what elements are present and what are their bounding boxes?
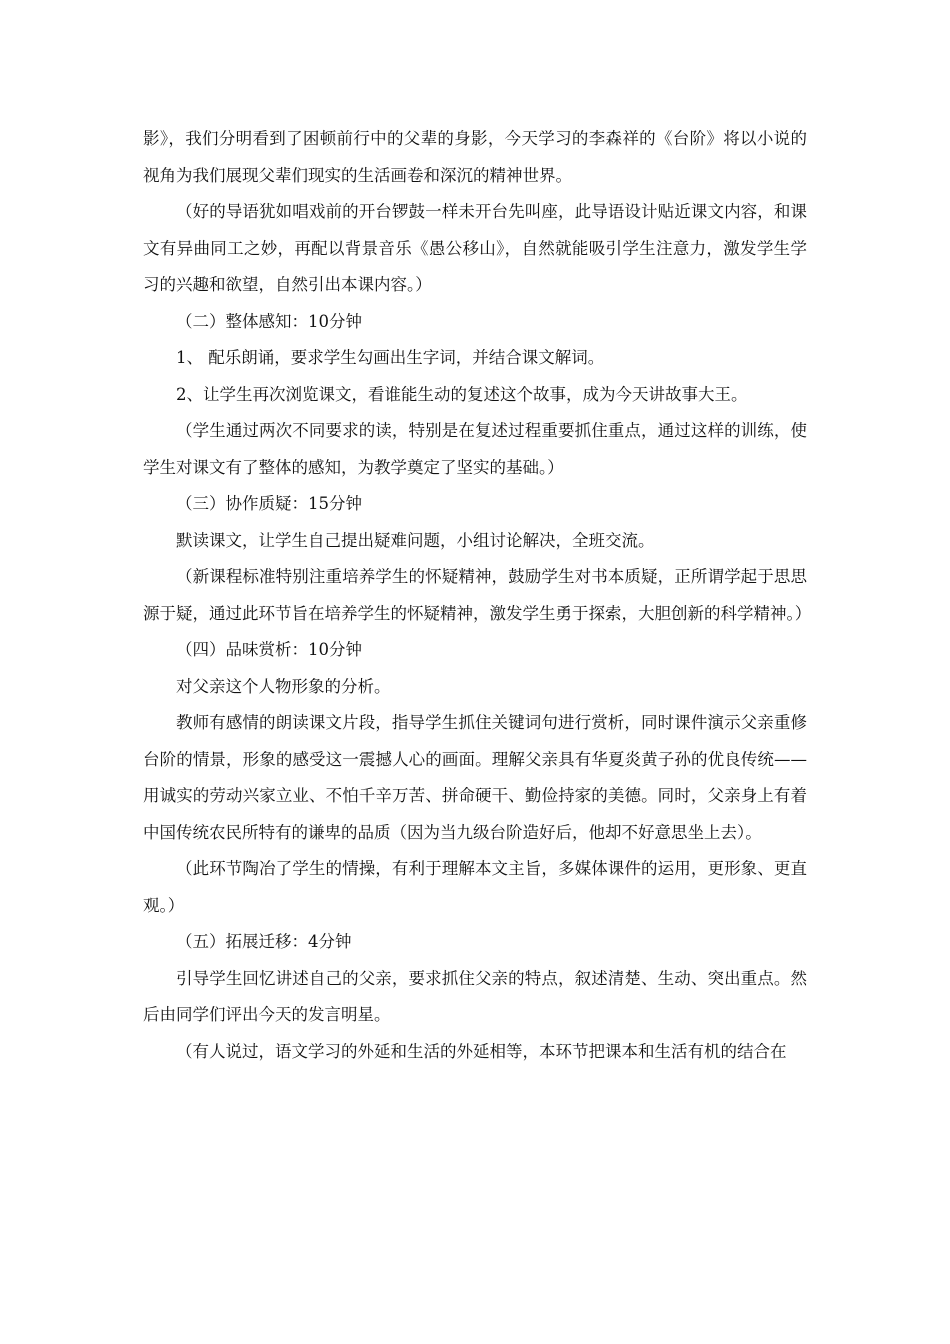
paragraph-note-intro: （好的导语犹如唱戏前的开台锣鼓一样未开台先叫座，此导语设计贴近课文内容，和课文有异曲同工之妙，再配以背景音乐《愚公移山》，自然就能吸引学生注意力，激发学生学习的兴趣和欲望，自然引出本课内容。） [143,202,807,294]
paragraph-recall-father: 引导学生回忆讲述自己的父亲，要求抓住父亲的特点，叙述清楚、生动、突出重点。然后由同学们评出今天的发言明星。 [143,968,807,1024]
list-item-2: 2、让学生再次浏览课文，看谁能生动的复述这个故事，成为今天讲故事大王。 [176,384,748,404]
paragraph-teacher-reading: 教师有感情的朗读课文片段，指导学生抓住关键词句进行赏析，同时课件演示父亲重修台阶的情景，形象的感受这一震撼人心的画面。理解父亲具有华夏炎黄子孙的优良传统——用诚实的劳动兴家立业、不怕千辛万苦、拼命硬干、勤俭持家的美德。同时，父亲身上有着中国传统农民所特有的谦卑的品质（因为当九级台阶造好后，他却不好意思坐上去）。 [143,713,807,842]
paragraph-note-perception: （学生通过两次不同要求的读，特别是在复述过程重要抓住重点，通过这样的训练，使学生对课文有了整体的感知，为教学奠定了坚实的基础。） [143,421,807,477]
paragraph-father-analysis: 对父亲这个人物形象的分析。 [176,676,391,696]
paragraph-intro-continuation: 影》，我们分明看到了困顿前行中的父辈的身影，今天学习的李森祥的《台阶》将以小说的视角为我们展现父辈们现实的生活画卷和深沉的精神世界。 [143,129,807,185]
section-heading-extension: （五）拓展迁移：4分钟 [176,932,352,951]
section-heading-appreciation: （四）品味赏析：10分钟 [176,640,362,659]
paragraph-note-appreciation: （此环节陶冶了学生的情操，有利于理解本文主旨，多媒体课件的运用，更形象、更直观。） [143,859,807,915]
document-body [143,121,812,1070]
section-heading-overall-perception: （二）整体感知：10分钟 [176,311,362,331]
paragraph-note-extension: （有人说过，语文学习的外延和生活的外延相等，本环节把课本和生活有机的结合在 [176,1041,787,1061]
paragraph-note-questioning: （新课程标准特别注重培养学生的怀疑精神，鼓励学生对书本质疑，正所谓学起于思思源于疑，通过此环节旨在培养学生的怀疑精神，激发学生勇于探索，大胆创新的科学精神。） [143,567,812,623]
list-item-1: 1、 配乐朗诵，要求学生勾画出生字词，并结合课文解词。 [176,348,605,367]
section-heading-collaborative-questioning: （三）协作质疑：15分钟 [176,494,362,513]
paragraph-silent-reading: 默读课文，让学生自己提出疑难问题，小组讨论解决，全班交流。 [176,530,655,550]
